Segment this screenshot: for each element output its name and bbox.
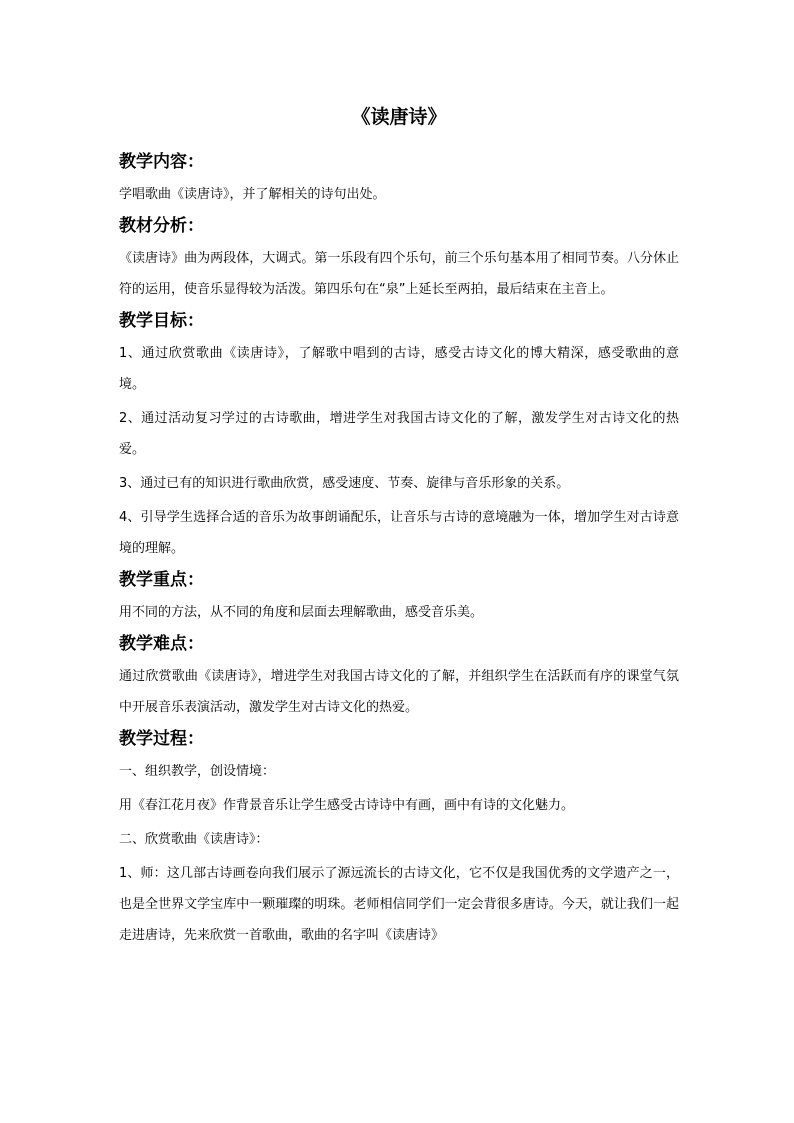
section-heading: 教学重点： bbox=[119, 570, 204, 590]
paragraph: 1、师：这几部古诗画卷向我们展示了源远流长的古诗文化，它不仅是我国优秀的文学遗产之一，也是全世界文学宝库中一颗璀璨的明珠。老师相信同学们一定会背很多唐诗。今天，就让我们一起走进唐诗，先来欣赏一首歌曲，歌曲的名字叫《读唐诗》 bbox=[119, 866, 679, 943]
paragraph: 用不同的方法，从不同的角度和层面去理解歌曲，感受音乐美。 bbox=[119, 605, 484, 620]
paragraph: 1、通过欣赏歌曲《读唐诗》，了解歌中唱到的古诗，感受古诗文化的博大精深，感受歌曲的意境。 bbox=[119, 346, 679, 392]
paragraph: 二、欣赏歌曲《读唐诗》： bbox=[119, 832, 269, 847]
paragraph: 《读唐诗》曲为两段体，大调式。第一乐段有四个乐句，前三个乐句基本用了相同节奏。八分休止符的运用，使音乐显得较为活泼。第四乐句在“泉”上延长至两拍，最后结束在主音上。 bbox=[119, 251, 679, 297]
section-heading: 教学难点： bbox=[119, 634, 204, 654]
section-heading: 教学目标： bbox=[119, 311, 204, 331]
paragraph: 4、引导学生选择合适的音乐为故事朗诵配乐，让音乐与古诗的意境融为一体，增加学生对古诗意境的理解。 bbox=[119, 510, 679, 556]
paragraph: 2、通过活动复习学过的古诗歌曲，增进学生对我国古诗文化的了解，激发学生对古诗文化的热爱。 bbox=[119, 411, 679, 457]
section-key-points bbox=[119, 567, 679, 628]
section-material-analysis bbox=[119, 213, 679, 305]
paragraph: 3、通过已有的知识进行歌曲欣赏，感受速度、节奏、旋律与音乐形象的关系。 bbox=[119, 476, 570, 491]
section-teaching-process bbox=[119, 726, 679, 951]
section-heading: 教学过程： bbox=[119, 729, 204, 749]
section-teaching-goals bbox=[119, 308, 679, 564]
section-heading: 教学内容： bbox=[119, 152, 204, 172]
section-heading: 教材分析： bbox=[119, 216, 204, 236]
section-teaching-content bbox=[119, 149, 679, 210]
paragraph: 一、组织教学，创设情境： bbox=[119, 764, 276, 779]
section-difficult-points bbox=[119, 631, 679, 723]
document-content bbox=[119, 103, 679, 954]
paragraph: 通过欣赏歌曲《读唐诗》，增进学生对我国古诗文化的了解，并组织学生在活跃而有序的课堂气氛中开展音乐表演活动，激发学生对古诗文化的热爱。 bbox=[119, 669, 679, 715]
paragraph: 学唱歌曲《读唐诗》，并了解相关的诗句出处。 bbox=[119, 187, 386, 202]
paragraph: 用《春江花月夜》作背景音乐让学生感受古诗诗中有画，画中有诗的文化魅力。 bbox=[119, 798, 575, 813]
document-title: 《读唐诗》 bbox=[351, 106, 447, 128]
